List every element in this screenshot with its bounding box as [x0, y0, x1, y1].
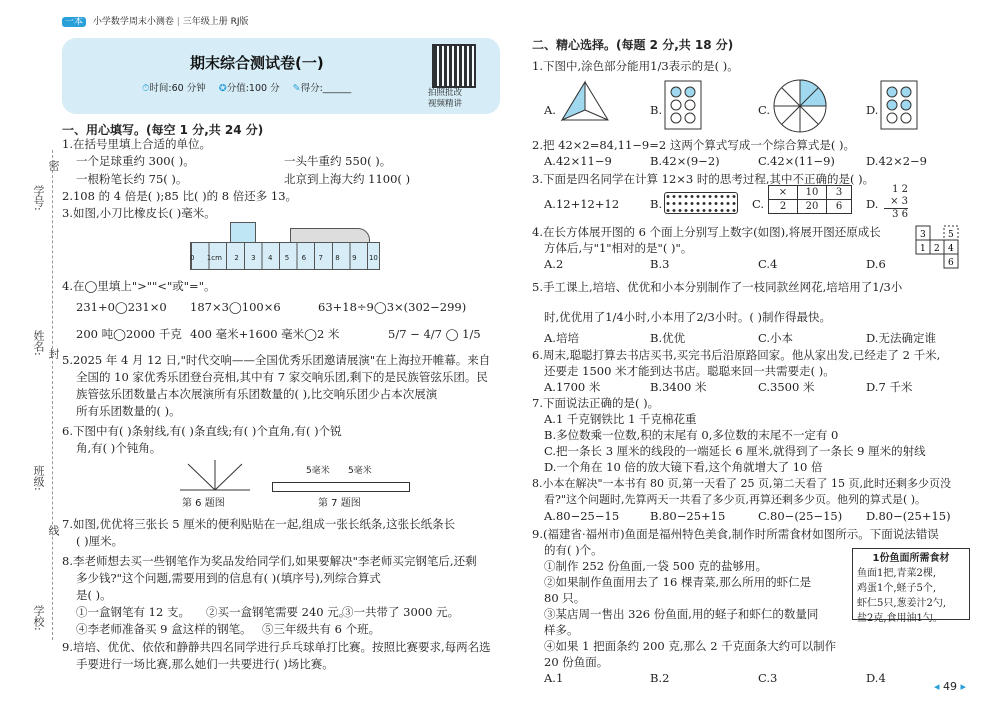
q2-1-circle	[772, 78, 828, 134]
q1-1b: 一头牛重约 550( )。	[284, 154, 392, 168]
qr-code[interactable]	[432, 44, 476, 88]
mi-label: 密	[47, 160, 60, 171]
q1-4f: 5/7 − 4/7 ◯ 1/5	[388, 327, 481, 341]
q2-1-triangle	[560, 80, 610, 126]
q2-5a: 5.手工课上,培培、优优和小本分别制作了一枝同款丝网花,培培用了1/3小	[532, 280, 903, 294]
q1-8-4: ④李老师准备买 9 盒这样的钢笔。	[76, 622, 252, 636]
q1-1c: 一根粉笔长约 75( )。	[76, 172, 188, 186]
q1-7a: 7.如图,优优将三张长 5 厘米的便利贴贴在一起,组成一张长纸条,这张长纸条长	[62, 517, 456, 531]
banner-meta: ⏱时间:60 分钟 ✪分值:100 分 ✎得分:______	[142, 83, 352, 94]
clock-icon: ⏱	[142, 83, 150, 94]
q1-9a: 9.培培、优优、依依和静静共四名同学进行乒乓球单打比赛。按照比赛要求,每两名选	[62, 640, 491, 654]
q2-5-B: B.优优	[650, 331, 686, 345]
q2-5-A: A.培培	[544, 331, 579, 345]
svg-text:6: 6	[948, 258, 954, 268]
q1-8-1: ①一盒钢笔有 12 支。	[76, 605, 190, 619]
q1-6b: 角,有( )个钝角。	[76, 441, 162, 455]
q2-8-D: D.80−(25+15)	[866, 509, 951, 523]
q1-1a: 一个足球重约 300( )。	[76, 154, 195, 168]
q1-4: 4.在◯里填上">""<"或"="。	[62, 279, 216, 293]
q1-6a: 6.下图中有( )条射线,有( )条直线;有( )个直角,有( )个锐	[62, 424, 342, 438]
q1-5a: 5.2025 年 4 月 12 日,"时代交响——全国优秀乐团邀请展演"在上海拉开帷幕。来自	[62, 353, 491, 367]
q1-7b: ( )厘米。	[76, 534, 124, 548]
part2-title: 二、精心选择。(每题 2 分,共 18 分)	[532, 38, 734, 52]
q2-1-dots-b	[664, 80, 702, 130]
svg-text:5: 5	[948, 230, 954, 240]
q2-1-A: A.	[544, 103, 556, 117]
page-title: 期末综合测试卷(一)	[190, 54, 324, 72]
q1-9b: 手要进行一场比赛,那么她们一共要进行( )场比赛。	[76, 657, 334, 671]
fig7-caption: 第 7 题图	[318, 498, 361, 509]
svg-text:1: 1	[920, 244, 926, 254]
feng-label: 封	[47, 348, 60, 359]
q2-7-D: D.一个角在 10 倍的放大镜下看,这个角就增大了 10 倍	[544, 460, 823, 474]
q2-7: 7.下面说法正确的是( )。	[532, 396, 660, 410]
q2-4-B: B.3	[650, 257, 670, 271]
q2-4-D: D.6	[866, 257, 886, 271]
star-icon: ✪	[218, 83, 227, 94]
xingming-label: 姓名:	[32, 330, 45, 356]
q1-4c: 63+18÷9◯3×(302−299)	[318, 300, 467, 314]
q1-1d: 北京到上海大约 1100( )	[284, 172, 411, 186]
xian-label: 线	[47, 525, 60, 536]
q2-5-C: C.小本	[758, 331, 794, 345]
q2-8-A: A.80−25−15	[544, 509, 620, 523]
fig7-label1: 5毫米	[306, 466, 330, 476]
recipe-box: 1份鱼面所需食材 鱼面1把,青菜2棵, 鸡蛋1个,蛏子5个, 虾仁5只,葱姜汁2勺, 盐2克,食用油1勺。	[852, 548, 970, 620]
q2-8a: 8.小本在解决"一本书有 80 页,第一天看了 25 页,第二天看了 15 页,此时还剩多少页没	[532, 477, 952, 490]
q2-3-vertical: 1 2 × 3 3 6	[884, 184, 908, 221]
q2-2-C: C.42×(11−9)	[758, 154, 835, 168]
q2-7-B: B.多位数乘一位数,积的末尾有 0,多位数的末尾不一定有 0	[544, 428, 839, 442]
fig6-rays	[170, 458, 260, 496]
fig7-strip	[272, 482, 410, 492]
q2-7-C: C.把一条长 3 厘米的线段的一端延长 6 厘米,就得到了一条长 9 厘米的射线	[544, 444, 926, 458]
q2-9-1: ①制作 252 份鱼面,一袋 500 克的盐够用。	[544, 559, 768, 573]
q1-8-5: ⑤三年级共有 6 个班。	[262, 622, 381, 636]
q1-5d: 所有乐团数量的( )。	[76, 404, 181, 418]
q2-9a: 9.(福建省·福州市)鱼面是福州特色美食,制作时所需食材如图所示。下面说法错误	[532, 527, 939, 541]
q2-1-dots-d	[880, 80, 918, 130]
svg-text:4: 4	[948, 244, 954, 254]
q2-6-D: D.7 千米	[866, 380, 913, 394]
qr-caption: 拍照批改 视频精讲	[428, 88, 463, 109]
q1-8b: 多少钱?"这个问题,需要用到的信息有( )(填序号),列综合算式	[76, 571, 381, 585]
svg-text:2: 2	[934, 244, 940, 254]
grade-label: 三年级上册 RJ版	[182, 17, 249, 27]
q2-2-D: D.42×2−9	[866, 154, 928, 168]
q1-2: 2.108 的 4 倍是( );85 比( )的 8 倍还多 13。	[62, 189, 298, 203]
q2-4-net	[914, 224, 970, 274]
q2-1-D: D.	[866, 103, 879, 117]
q1-4e: 400 毫米+1600 毫米◯2 米	[190, 327, 340, 341]
q2-9-A: A.1	[544, 671, 564, 685]
q2-4-A: A.2	[544, 257, 564, 271]
q1-8c: 是( )。	[76, 588, 112, 602]
q1-8-2: ②买一盒钢笔需要 240 元。	[206, 605, 351, 619]
series-name: 小学数学周末小测卷	[92, 17, 174, 27]
fig6-caption: 第 6 题图	[182, 498, 225, 509]
pen-icon: ✎	[292, 83, 301, 94]
header-bar: 一本 小学数学周末小测卷 | 三年级上册 RJ版	[62, 14, 248, 27]
xuexiao-label: 学校:	[32, 605, 45, 631]
xuehao-label: 学号:	[32, 185, 45, 211]
q2-1: 1.下图中,涂色部分能用1/3表示的是( )。	[532, 59, 739, 73]
q2-4a: 4.在长方体展开图的 6 个面上分别写上数字(如图),将展开图还原成长	[532, 225, 881, 239]
q2-8-C: C.80−(25−15)	[758, 509, 843, 523]
q1-3: 3.如图,小刀比橡皮长( )毫米。	[62, 206, 216, 220]
q2-3: 3.下面是四名同学在计算 12×3 时的思考过程,其中不正确的是( )。	[532, 172, 875, 186]
q2-6a: 6.周末,聪聪打算去书店买书,买完书后沿原路回家。他从家出发,已经走了 2 千米,	[532, 348, 941, 362]
q2-6b: 还要走 1500 米才能到达书店。聪聪来回一共需要走( )。	[544, 364, 835, 378]
q2-2-A: A.42×11−9	[544, 154, 612, 168]
q1-5b: 全国的 10 家优秀乐团登台亮相,其中有 7 家交响乐团,剩下的是民族管弦乐团。民	[76, 370, 488, 384]
q2-3-C: C.	[752, 197, 765, 211]
q2-9b: 的有( )个。	[544, 543, 603, 557]
q2-9-2b: 80 只。	[544, 591, 586, 605]
q2-9-4b: 20 份鱼面。	[544, 655, 609, 669]
q2-2-B: B.42×(9−2)	[650, 154, 720, 168]
svg-text:3: 3	[920, 230, 926, 240]
q2-3-D: D.	[866, 197, 879, 211]
q2-5b: 时,优优用了1/4小时,小本用了2/3小时。( )制作得最快。	[544, 310, 831, 324]
q1-4b: 187×3◯100×6	[190, 300, 281, 314]
q2-8-B: B.80−25+15	[650, 509, 726, 523]
q1-8a: 8.李老师想去买一些钢笔作为奖品发给同学们,如果要解决"李老师买完钢笔后,还剩	[62, 554, 477, 568]
banji-label: 班级:	[32, 465, 45, 491]
q2-3-dot-grid	[664, 192, 738, 214]
q2-9-D: D.4	[866, 671, 886, 685]
q2-9-B: B.2	[650, 671, 670, 685]
page-number: ◂ 49 ▸	[934, 680, 967, 693]
q2-9-3a: ③某店周一售出 326 份鱼面,用的蛏子和虾仁的数量同	[544, 607, 819, 621]
q1-4d: 200 吨◯2000 千克	[76, 327, 182, 341]
q2-6-A: A.1700 米	[544, 380, 601, 394]
part1-title: 一、用心填写。(每空 1 分,共 24 分)	[62, 123, 264, 137]
q1-1: 1.在括号里填上合适的单位。	[62, 137, 211, 151]
q2-5-D: D.无法确定谁	[866, 331, 936, 345]
fig7-label2: 5毫米	[348, 466, 372, 476]
q2-1-C: C.	[758, 103, 771, 117]
q2-9-C: C.3	[758, 671, 778, 685]
q2-9-3b: 样多。	[544, 623, 579, 637]
q2-6-C: C.3500 米	[758, 380, 815, 394]
q2-2: 2.把 42×2=84,11−9=2 这两个算式写成一个综合算式是( )。	[532, 138, 855, 152]
recipe-title: 1份鱼面所需食材	[872, 553, 950, 564]
q1-4a: 231+0◯231×0	[76, 300, 167, 314]
q2-4-C: C.4	[758, 257, 778, 271]
q2-3-A: A.12+12+12	[544, 197, 620, 211]
brand-logo: 一本	[62, 17, 86, 27]
q2-9-4a: ④如果 1 把面条约 200 克,那么 2 千克面条大约可以制作	[544, 639, 837, 653]
cut-line	[52, 150, 53, 640]
ruler-figure: 0 1cm 2 3 4 5 6 7 8 9 10	[190, 222, 380, 272]
q2-8b: 看?"这个问题时,先算两天一共看了多少页,再算还剩多少页。他列的算式是( )。	[544, 493, 927, 506]
q1-8-3: ③一共带了 3000 元。	[342, 605, 460, 619]
q2-3-B: B.	[650, 197, 663, 211]
q2-1-B: B.	[650, 103, 663, 117]
q2-3-table: × 10 3 2 20 6	[768, 185, 852, 214]
eraser	[230, 222, 256, 244]
q2-9-2a: ②如果制作鱼面用去了 16 棵青菜,那么所用的虾仁是	[544, 575, 812, 589]
q1-5c: 族管弦乐团数量占本次展演所有乐团数量的( ),比交响乐团少占本次展演	[76, 387, 438, 401]
q2-4b: 方体后,与"1"相对的是"( )"。	[544, 241, 693, 255]
q2-7-A: A.1 千克钢铁比 1 千克棉花重	[544, 412, 697, 426]
q2-6-B: B.3400 米	[650, 380, 707, 394]
